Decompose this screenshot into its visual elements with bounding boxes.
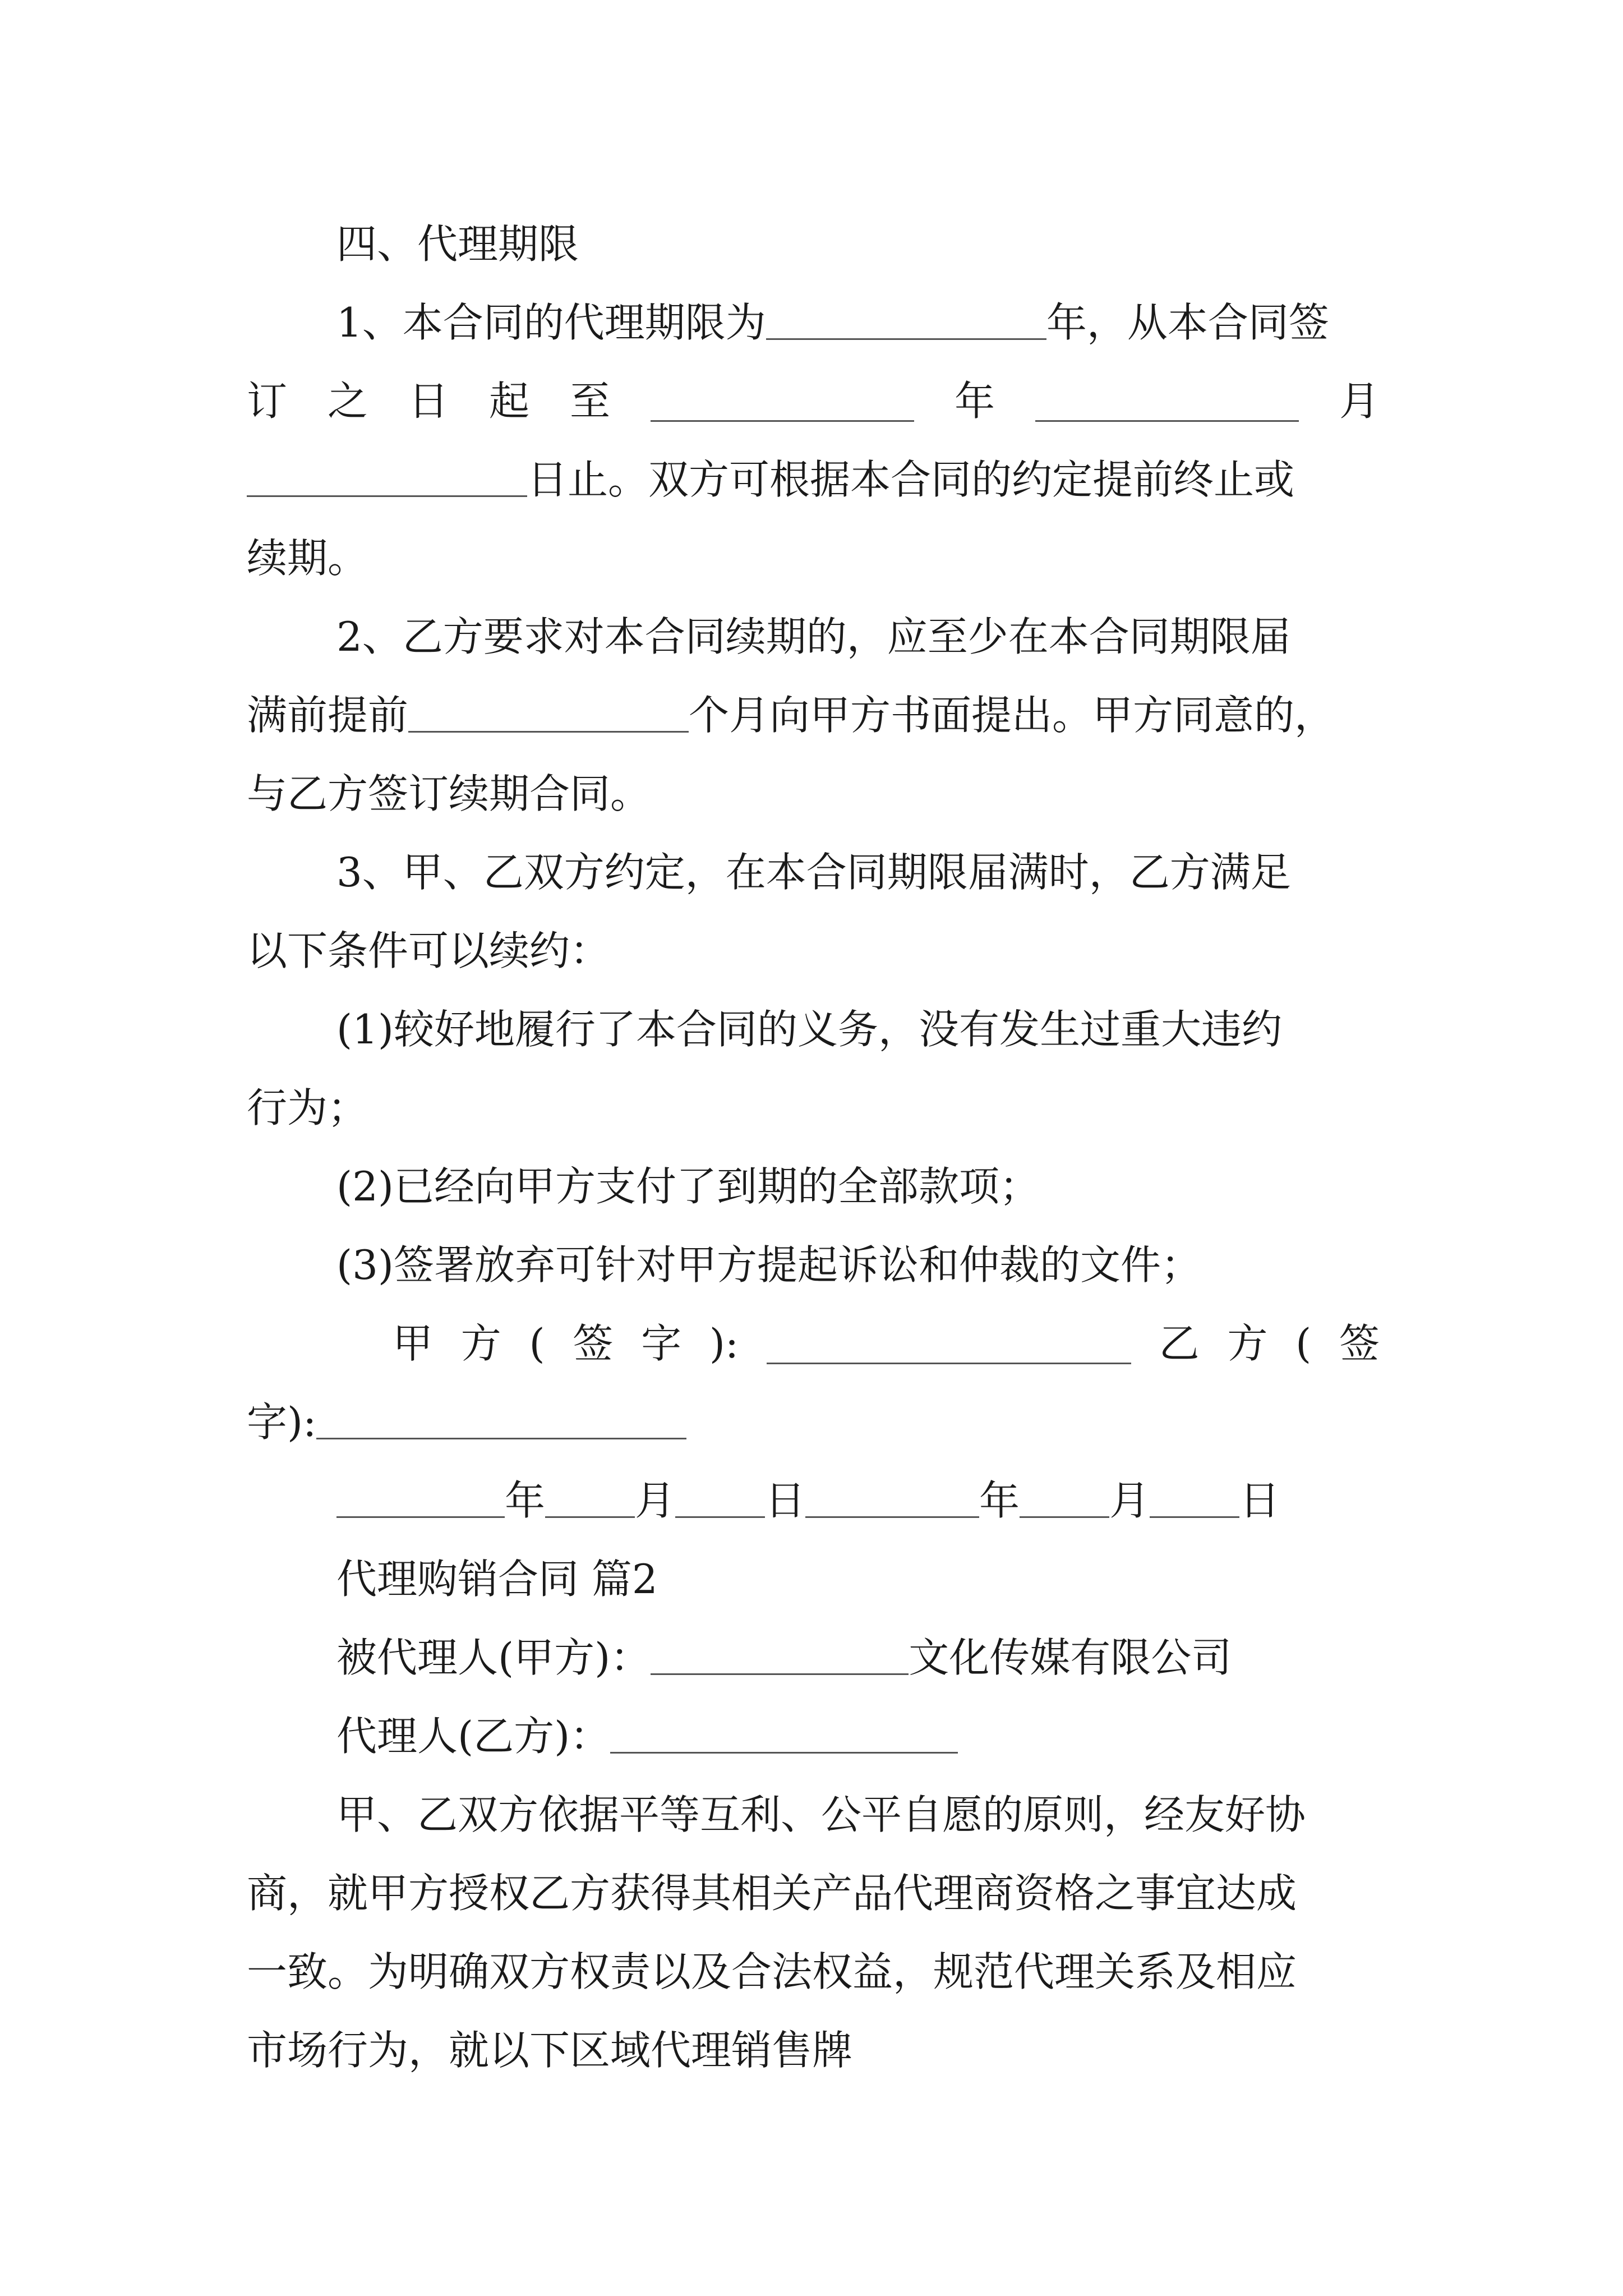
year-label: 年 (954, 378, 995, 425)
clause-2-line-3: 与乙方签订续期合同。 (247, 770, 651, 817)
clause-2-text-c: 个月向甲方书面提出。甲方同意的， (689, 692, 1335, 739)
char: 方 (1227, 1320, 1268, 1367)
agent-label: 代理人(乙方)： (336, 1713, 611, 1760)
party-a-day-blank[interactable] (675, 1477, 765, 1518)
char: 之 (328, 378, 368, 425)
clause-1-line-4: 续期。 (247, 535, 368, 582)
year-label: 年 (505, 1477, 546, 1524)
day-label: 日 (1239, 1477, 1280, 1524)
end-month-blank[interactable] (1035, 381, 1299, 422)
char: ( (1295, 1320, 1312, 1367)
contract-2-para-line-1: 甲、乙双方依据平等互利、公平自愿的原则，经友好协 (336, 1791, 1306, 1838)
contract-2-para-line-3: 一致。为明确双方权责以及合法权益，规范代理关系及相应 (247, 1948, 1297, 1995)
char: 字 (641, 1320, 682, 1367)
date-line (336, 1473, 1380, 1529)
end-day-blank[interactable] (247, 456, 527, 497)
contract-2-para-line-4: 市场行为，就以下区域代理销售牌 (247, 2027, 853, 2074)
term-years-blank[interactable] (766, 299, 1046, 340)
month-label: 月 (635, 1477, 676, 1524)
principal-suffix: 文化传媒有限公司 (909, 1634, 1232, 1681)
party-a-year-blank[interactable] (336, 1477, 505, 1518)
principal-label: 被代理人(甲方)： (336, 1634, 651, 1681)
condition-3: (3)签署放弃可针对甲方提起诉讼和仲裁的文件； (336, 1241, 1201, 1289)
clause-1-text-b: 年，从本合同签 (1046, 299, 1329, 346)
end-year-blank[interactable] (651, 381, 914, 422)
clause-2-text-b: 满前提前 (247, 692, 409, 739)
party-b-day-blank[interactable] (1150, 1477, 1239, 1518)
clause-3-line-2: 以下条件可以续约： (247, 927, 611, 974)
month-label: 月 (1339, 378, 1380, 425)
contract-2-para-line-2: 商，就甲方授权乙方获得其相关产品代理商资格之事宜达成 (247, 1870, 1297, 1917)
section-heading: 四、代理期限 (336, 220, 579, 268)
agent-line (336, 1708, 1380, 1764)
clause-1-line-3 (247, 452, 1380, 508)
signature-line (393, 1315, 1380, 1372)
clause-2-line-2 (247, 687, 1380, 743)
party-b-label-cont: 字): (247, 1398, 317, 1446)
char: 签 (573, 1320, 614, 1367)
condition-1-line-1: (1)较好地履行了本合同的义务，没有发生过重大违约 (336, 1006, 1282, 1053)
char: 日 (408, 378, 449, 425)
principal-name-blank[interactable] (651, 1634, 909, 1675)
clause-2-line-1: 2、乙方要求对本合同续期的，应至少在本合同期限届 (336, 613, 1291, 660)
char: 订 (247, 378, 288, 425)
notice-months-blank[interactable] (408, 692, 689, 733)
char: ): (709, 1320, 739, 1367)
char: 甲 (393, 1320, 434, 1367)
party-b-year-blank[interactable] (805, 1477, 979, 1518)
party-a-signature-blank[interactable] (767, 1323, 1131, 1364)
char: 起 (489, 378, 530, 425)
party-b-month-blank[interactable] (1020, 1477, 1109, 1518)
char: 至 (570, 378, 611, 425)
char: 方 (460, 1320, 501, 1367)
condition-2: (2)已经向甲方支付了到期的全部款项； (336, 1163, 1040, 1210)
clause-1-line-2 (247, 373, 1380, 429)
principal-line (336, 1630, 1380, 1686)
condition-1-line-2: 行为； (247, 1084, 368, 1131)
agent-name-blank[interactable] (610, 1713, 958, 1754)
clause-1-text-c: 日止。双方可根据本合同的约定提前终止或 (527, 456, 1295, 503)
clause-3-line-1: 3、甲、乙双方约定，在本合同期限届满时，乙方满足 (336, 849, 1291, 896)
contract-2-title: 代理购销合同 篇2 (336, 1556, 658, 1603)
char: 签 (1339, 1320, 1380, 1367)
month-label: 月 (1109, 1477, 1150, 1524)
year-label: 年 (979, 1477, 1020, 1524)
day-label: 日 (765, 1477, 806, 1524)
clause-1-line-1 (336, 295, 1380, 351)
signature-line-cont (247, 1394, 1380, 1450)
party-a-month-blank[interactable] (545, 1477, 635, 1518)
char: ( (529, 1320, 545, 1367)
char: 乙 (1159, 1320, 1200, 1367)
party-b-signature-blank[interactable] (316, 1398, 686, 1439)
clause-1-text-a: 1、本合同的代理期限为 (336, 299, 766, 346)
